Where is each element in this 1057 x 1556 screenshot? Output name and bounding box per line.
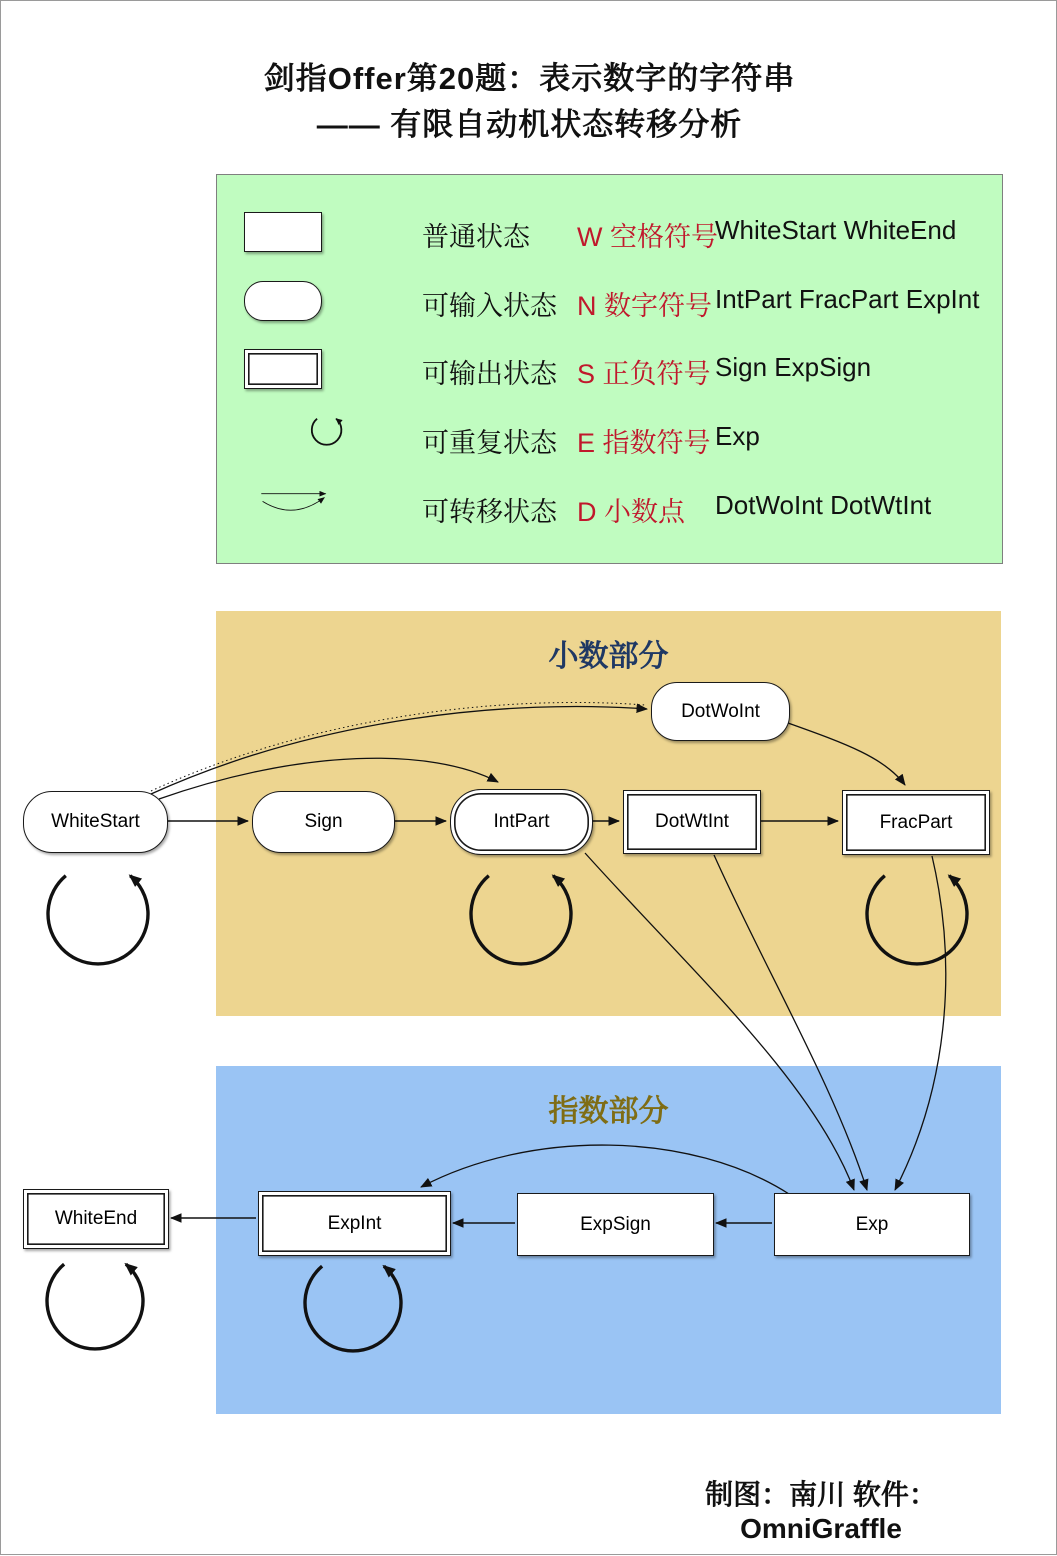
double-rect-icon <box>244 349 322 389</box>
plain-rect-icon <box>244 212 322 252</box>
page-title: 剑指Offer第20题：表示数字的字符串 <box>263 61 796 96</box>
legend-code: D 小数点 <box>577 497 685 527</box>
legend-code: W 空格符号 <box>577 222 718 252</box>
legend-box <box>216 174 1003 564</box>
legend-code: N 数字符号 <box>577 291 712 321</box>
state-whitestart: WhiteStart <box>23 791 168 853</box>
state-expsign: ExpSign <box>517 1193 714 1256</box>
legend-code: S 正负符号 <box>577 359 711 389</box>
state-whiteend: WhiteEnd <box>23 1189 169 1249</box>
legend-row <box>217 485 1002 531</box>
exponent-section-title: 指数部分 <box>548 1095 669 1128</box>
legend-label: 普通状态 <box>422 222 530 252</box>
state-fracpart: FracPart <box>842 790 990 855</box>
legend-row <box>217 279 1002 325</box>
rounded-rect-icon <box>244 281 322 321</box>
state-intpart: IntPart <box>450 789 593 855</box>
fraction-section-title: 小数部分 <box>548 640 669 673</box>
legend-states: WhiteStart WhiteEnd <box>715 215 957 245</box>
legend-states: DotWoInt DotWtInt <box>715 490 932 520</box>
legend-row <box>217 210 1002 256</box>
legend-label: 可重复状态 <box>422 428 557 458</box>
legend-states: Sign ExpSign <box>715 352 872 382</box>
state-sign: Sign <box>252 791 395 853</box>
legend-label: 可输入状态 <box>422 291 557 321</box>
state-expint: ExpInt <box>258 1191 451 1256</box>
legend-states: Exp <box>715 421 760 451</box>
credit-text: 制图：南川 软件：OmniGraffle <box>705 1479 937 1544</box>
legend-row <box>217 416 1002 462</box>
state-exp: Exp <box>774 1193 970 1256</box>
legend-row <box>217 347 1002 393</box>
legend-label: 可转移状态 <box>422 497 557 527</box>
page-subtitle: —— 有限自动机状态转移分析 <box>316 107 743 142</box>
legend-code: E 指数符号 <box>577 428 711 458</box>
legend-label: 可输出状态 <box>422 359 557 389</box>
state-dotwtint: DotWtInt <box>623 790 761 854</box>
transfer-arrow-icon <box>260 485 336 523</box>
repeat-loop-icon <box>290 411 366 449</box>
legend-states: IntPart FracPart ExpInt <box>715 284 980 314</box>
state-dotwoint: DotWoInt <box>651 682 790 741</box>
